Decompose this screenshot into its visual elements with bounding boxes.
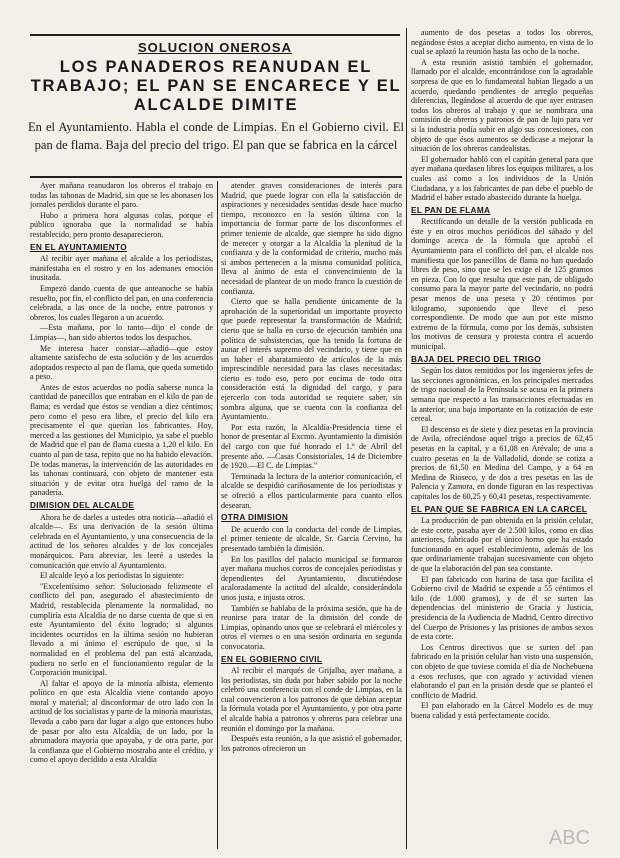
paragraph: Terminada la lectura de la anterior comunicación, el alcalde se despidió cariñosamente de los periodistas y se ofreció a ellos particularmente para cuanto ellos desearan. xyxy=(221,471,402,510)
column-1 xyxy=(30,181,213,849)
column-divider xyxy=(406,28,407,849)
paragraph: De acuerdo con la conducta del conde de Limpias, el primer teniente de alcalde, Sr. García Cervino, ha presentado también la dimisión. xyxy=(221,524,402,553)
column-3 xyxy=(411,28,593,849)
paragraph: Cierto que se halla pendiente únicamente de la aprobación de la superioridad un importante proyecto que puede representar la transformación de Madrid; cierto que se halla en curso de ejecución también una política de subsistencias, que ha tenido la fortuna de aunar el interés supremo del vecindario, y tiene que en un haber el abaratamiento de artículos de la más imprescindible necesidad para las clases necesitadas; cierto es todo eso, pero por encima de todo otra consideración está la dignidad del cargo, y para ejercerlo con toda autoridad se requiere saber, sin sombra alguna, que se cuenta con la confianza del Ayuntamiento. xyxy=(221,297,402,422)
section-heading: EN EL AYUNTAMIENTO xyxy=(30,241,127,252)
top-rule xyxy=(30,34,400,36)
section-heading: DIMISION DEL ALCALDE xyxy=(30,500,135,510)
paragraph: Me interesa hacer constar—añadió—que estoy altamente satisfecho de esta solución y de los acuerdos adoptados respecto al pan de flama, que queda sometido a peso. xyxy=(30,343,213,382)
header-bottom-rule xyxy=(30,176,402,178)
paragraph: "Excelentísimo señor: Solucionado felizmente el conflicto del pan, asegurado el abastecimiento de Madrid, restablecida plenamente la normalidad, no cumpliría esta Alcaldía de no darse cuenta de que si en este Ayuntamiento del éxito logrado; si algunos incidentes ocurridos en la última sesión no hubieran llevado a mi ánimo el escrúpulo de que, si la normalidad en el problema del pan está alcanzada, pudiera no serlo en el funcionamiento regular de la Corporación municipal. xyxy=(30,581,213,678)
paragraph: La producción de pan obtenida en la prisión celular, de este corte, pasaba ayer de 2.500 kilos, como en días anteriores, fabricado por el único horno que ha estado funcionando en aquel establecimiento, además de los que ordinariamente trabajan sucesivamente con objeto de que la elaboración del pan sea constante. xyxy=(411,516,593,574)
paragraph: El pan fabricado con harina de tasa que facilita el Gobierno civil de Madrid se expende a 55 céntimos el kilo (de 1.000 gramos), y de él se surten las dependencias del ministerio de Gracia y Justicia, presidencia de la Audiencia de Madrid, Centro directivo del Cuerpo de Prisiones y las prisiones de ambos sexos de esta corte. xyxy=(411,574,593,642)
paragraph: Por esta razón, la Alcaldía-Presidencia tiene el honor de presentar al Excmo. Ayuntamiento la dimisión del cargo con que fué honrado el 1.º de Abril del presente año. —Casas Consistoriales, 14 de Diciembre de 1920.—El C. de Limpias." xyxy=(221,422,402,471)
paragraph: El gobernador habló con el capitán general para que ayer mañana quedasen libres los equipos militares, a los cuales así como a los individuos de la Unión Ciudadana, y a los fabricantes de pan debe el pueblo de Madrid el haber estado abastecido durante la huelga. xyxy=(411,154,593,203)
paragraph: En los pasillos del palacio municipal se formaron ayer mañana muchos corros de concejales periodistas y dependientes del Ayuntamiento, discutiéndose acaloradamente la actitud del alcalde, considerándola unos justa, e injusta otros. xyxy=(221,554,402,602)
paragraph: —Esta mañana, por lo tanto—dijo el conde de Limpias—, han sido abiertos todos los despachos. xyxy=(30,323,213,342)
section-heading: OTRA DIMISION xyxy=(221,512,289,523)
column-divider xyxy=(217,181,218,849)
paragraph: Hubo a primera hora algunas colas, porque el público ignoraba que la normalidad se había restablecido, pero pronto desaparecieron. xyxy=(30,210,213,239)
paragraph: Rectificando un detalle de la versión publicada en éste y en otros muchos periódicos del sábado y del domingo acerca de la fórmula que aprobó el Ayuntamiento para el conflicto del pan, el alcalde nos manifiesta que los panecillos de flama no han quedado libres de peso, sino que se les exige el de 125 gramos en pieza. Con lo que resulta que este pan, de obligado consumo para la mayor parte del vecindario, no podrá pesar menos de una peseta y 20 céntimos por kilogramo, suponiendo que lleve el peso correspondiente. De modo que aun por este mismo extremo de la fórmula, como por los demás, subsisten los motivos de censura y protesta contra el acuerdo municipal. xyxy=(411,217,593,351)
column-2 xyxy=(221,181,402,849)
paragraph: Ayer mañana reanudaron los obreros el trabajo en todas las tahonas de Madrid, sin que se les abonasen los jornales perdidos durante el paro. xyxy=(30,181,213,210)
section-heading: EL PAN DE FLAMA xyxy=(411,204,491,215)
paragraph: Los Centros directivos que se surten del pan fabricado en la prisión celular han visto una suspensión, con objeto de que tuviese comida el día de Nochebuena a esos reclusos, que con agrado y actividad vienen elaborando el pan en la prisión desde que se planteó el conflicto de Madrid. xyxy=(411,642,593,700)
watermark-signature: ABC xyxy=(548,827,590,849)
paragraph: El alcalde leyó a los periodistas lo siguiente: xyxy=(40,571,185,581)
paragraph: Ahora he de darles a ustedes otra noticia—añadió el alcalde—. Es una derivación de la sesión última celebrada en el Ayuntamiento, y una consecuencia de la actitud de los señores alcaldes y de los concejales monárquicos. Para abreviar, les leeré a ustedes la comunicación que envío al Ayuntamiento. xyxy=(30,512,213,570)
paragraph: A esta reunión asistió también el gobernador, llamado por el alcalde, encontrándose con la agradable sorpresa de que en lo fundamental habían llegado a un acuerdo, quedando pendientes de arreglo pequeñas diferencias, llegándose al acuerdo de que ayer entrasen todos los obreros al trabajo y que se nombrara una comisión de obreros y patronos de pan de lujo para ver si la industria podía subir en algo sus concesiones, con objeto de que ésos aumentos se dedicase a mejorar la situación de los obreros candealistas. xyxy=(411,57,593,154)
paragraph: Al recibir ayer mañana el alcalde a los periodistas, manifestaba en el rostro y en los ademanes emoción inusitada. xyxy=(30,254,213,283)
paragraph: Al faltar el apoyo de la minoría albista, elemento político en que esta Alcaldía viene contando apoyo moral y material; al disconformar de otro lado con la actitud de los socialistas y parte de la minoría mauristas, llevada a cabo para dar lugar a algo que entonces hubo de pasar por alto esta Alcaldía, de un lado, por la abrumadora mayoría que apoyaba, y de otra parte, por la confianza que el Gobierno mostraba ante el crédito, y como el apoyo decidido a esta Alcaldía xyxy=(30,678,213,765)
paragraph: Después esta reunión, a la que asistió el gobernador, los patronos ofrecieron un xyxy=(221,734,402,753)
paragraph: El pan elaborado en la Cárcel Modelo es de muy buena calidad y está perfectamente cocido. xyxy=(411,701,593,720)
article-headline: LOS PANADEROS REANUDAN EL TRABAJO; EL PAN SE ENCARECE Y EL ALCALDE DIMITE xyxy=(30,58,402,114)
section-heading: EL PAN QUE SE FABRICA EN LA CARCEL xyxy=(411,503,588,514)
paragraph: El descenso es de siete y diez pesetas en la provincia de Avila, ofreciéndose aquel trigo a precios de 62,45 pesetas en la capital, y a 61,08 en Arévalo; de una a cuatro pesetas en la de Valladolid, donde se cotiza a precios de 61,50 en Medina del Campo, y a 64 en Medina de Rioseco, y de dos a tres pesetas en las de Palencia y Zamora, en donde figuran en las respectivas capitales los de 60,25 y 60,41 pesetas, respectivamente. xyxy=(411,424,593,501)
article-subhead: En el Ayuntamiento. Habla el conde de Limpias. En el Gobierno civil. El pan de flama. Baja del precio del trigo. El pan que se fabrica en la cárcel xyxy=(28,120,404,152)
section-heading: BAJA DEL PRECIO DEL TRIGO xyxy=(411,353,541,364)
paragraph: aumento de dos pesetas a todos los obreros, negándose éstos a aceptar dicho aumento, en vista de lo cual se aplazó la reunión hasta las ocho de la noche. xyxy=(411,28,593,57)
paragraph: Antes de estos acuerdos no podía saberse nunca la cantidad de panecillos que entraban en el kilo de pan de flama; es verdad que éstos se vendían a diez céntimos; pero como el peso era libre, el precio del kilo era precisamente el que querían los fabricantes. Hoy, merced a las gestiones del Municipio, ya sabe el pueblo de Madrid que el pan de flama cuesta a 1,20 el kilo. En cuanto al pan de tasa, repito que no ha habido elevación. De todas maneras, la intervención de las autoridades en las tahonas continuará, con objeto de mantener esta situación y de evitar otra huelga del ramo de la panadería. xyxy=(30,382,213,498)
paragraph: Al recibir el marqués de Grijalba, ayer mañana, a los periodistas, sin duda por haber sabido por la noche celebró una conferencia con el conde de Limpias, en la cual convencieron a los patronos de que debían aceptar la fórmula votada por el Ayuntamiento, y por otra parte el alcalde había a patronos y obreros para celebrar una reunión el domingo por la mañana. xyxy=(221,666,402,733)
paragraph: Según los datos remitidos por los ingenieros jefes de las secciones agronómicas, en los principales mercados de trigo nacional de la Península se acusa en la primera semana que respecto a las transacciones efectuadas en la anterior, una baja importante en la cotización de este cereal. xyxy=(411,366,593,424)
paragraph: atender graves consideraciones de interés para Madrid, que puede lograr con ella la satisfacción de aspiraciones y necesidades sentidas desde hace mucho tiempo, reconozco en la sesión última con la importancia de formar parte de los disconformes el primer teniente de alcalde, que siempre ha sido digno de merecer y otorgar a la Alcaldía la plenitud de la confianza y de la conformidad de criterio, mucho más si ambos pertenecen a la misma comunidad política, lleva al ánimo de esta el convencimiento de la necesidad de plantear de un modo franco la cuestión de confianza. xyxy=(221,181,402,296)
paragraph: Empezó dando cuenta de que anteanoche se había resuelto, por fin, el conflicto del pan, en una conferencia celebrada, a las once de la noche, entre patronos y obreros, los cuales llegaron a un acuerdo. xyxy=(30,283,213,322)
article-kicker: SOLUCION ONEROSA xyxy=(138,40,292,55)
paragraph: También se hablaba de la próxima sesión, que ha de reunirse para tratar de la dimisión del conde de Limpias, opinando unos que se celebrará el miércoles y otros el viernes o en una sesión ordinaria en segunda convocatoria. xyxy=(221,603,402,651)
section-heading: EN EL GOBIERNO CIVIL xyxy=(221,653,323,664)
